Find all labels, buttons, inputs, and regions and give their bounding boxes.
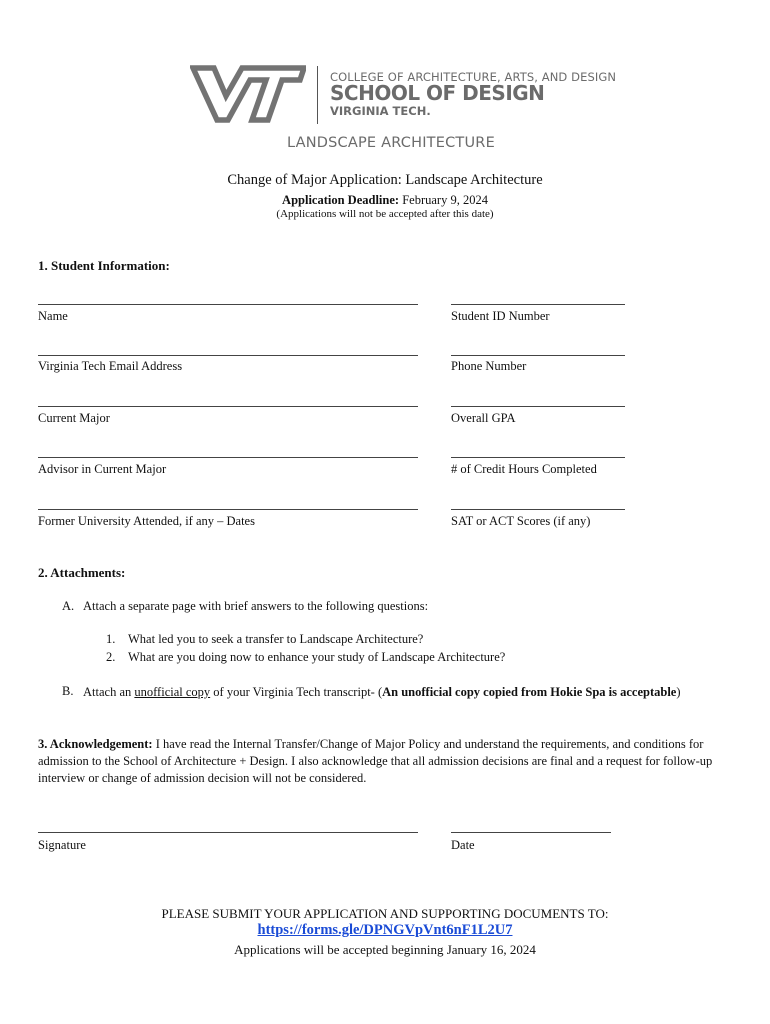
program-name: LANDSCAPE ARCHITECTURE [287, 135, 495, 151]
email-field[interactable] [38, 355, 418, 356]
item-b-text-end: ) [676, 685, 681, 699]
application-form-link[interactable]: https://forms.gle/DPNGVpVnt6nF1L2U7 [257, 922, 513, 938]
gpa-field[interactable] [451, 406, 625, 407]
page-title: Change of Major Application: Landscape Architecture [227, 172, 543, 188]
section-attachments-heading: 2. Attachments: [38, 565, 126, 580]
deadline-note: (Applications will not be accepted after this date) [276, 208, 494, 220]
test-scores-label: SAT or ACT Scores (if any) [451, 514, 591, 528]
deadline-label: Application Deadline: [282, 193, 400, 207]
item-a-text: Attach a separate page with brief answers to the following questions: [83, 599, 429, 613]
item-b-marker: B. [62, 684, 74, 698]
current-major-label: Current Major [38, 411, 110, 425]
deadline-value: February 9, 2024 [402, 193, 488, 207]
school-name: SCHOOL OF DESIGN [330, 81, 545, 105]
date-label: Date [451, 838, 475, 852]
student-id-label: Student ID Number [451, 309, 550, 323]
acknowledgement-paragraph [38, 736, 723, 787]
phone-label: Phone Number [451, 359, 527, 373]
section-student-information-heading: 1. Student Information: [38, 258, 170, 273]
advisor-label: Advisor in Current Major [38, 462, 167, 476]
former-university-label: Former University Attended, if any – Dates [38, 514, 255, 528]
item-b-text-middle: of your Virginia Tech transcript- ( [213, 685, 383, 699]
virginia-tech-logo [190, 64, 306, 124]
item-a-marker: A. [62, 599, 75, 613]
test-scores-field[interactable] [451, 509, 625, 510]
advisor-field[interactable] [38, 457, 418, 458]
item-b-text [83, 684, 683, 701]
name-field[interactable] [38, 304, 418, 305]
unofficial-copy-text: unofficial copy [134, 685, 211, 699]
gpa-label: Overall GPA [451, 411, 516, 425]
current-major-field[interactable] [38, 406, 418, 407]
former-university-field[interactable] [38, 509, 418, 510]
name-label: Name [38, 309, 68, 323]
item-b-text-start: Attach an [83, 685, 132, 699]
question-1-text: What led you to seek a transfer to Landscape Architecture? [128, 632, 424, 646]
section-acknowledgement-heading: 3. Acknowledgement: [38, 737, 153, 751]
acceptance-start-note: Applications will be accepted beginning January 16, 2024 [234, 942, 536, 957]
question-2-number: 2. [106, 650, 116, 664]
acknowledgement-text: I have read the Internal Transfer/Change of Major Policy and understand the requirements, and conditions for admission to the School of Architecture + Design. I also acknowledge that all admission decisions are final and a request for follow-up interview or change of admission decision will not be considered. [38, 737, 713, 785]
item-b-bold-text: An unofficial copy copied from Hokie Spa is acceptable [382, 685, 677, 699]
email-label: Virginia Tech Email Address [38, 359, 183, 373]
student-id-field[interactable] [451, 304, 625, 305]
signature-label: Signature [38, 838, 86, 852]
logo-divider [317, 66, 318, 124]
signature-field[interactable] [38, 832, 418, 833]
phone-field[interactable] [451, 355, 625, 356]
application-deadline [0, 193, 770, 208]
credit-hours-field[interactable] [451, 457, 625, 458]
question-1-number: 1. [106, 632, 116, 646]
date-field[interactable] [451, 832, 611, 833]
credit-hours-label: # of Credit Hours Completed [451, 462, 597, 476]
college-name: COLLEGE OF ARCHITECTURE, ARTS, AND DESIGN [330, 70, 617, 84]
submit-instructions: PLEASE SUBMIT YOUR APPLICATION AND SUPPORTING DOCUMENTS TO: [161, 906, 609, 921]
university-name: VIRGINIA TECH. [330, 104, 431, 118]
question-2-text: What are you doing now to enhance your study of Landscape Architecture? [128, 650, 506, 664]
